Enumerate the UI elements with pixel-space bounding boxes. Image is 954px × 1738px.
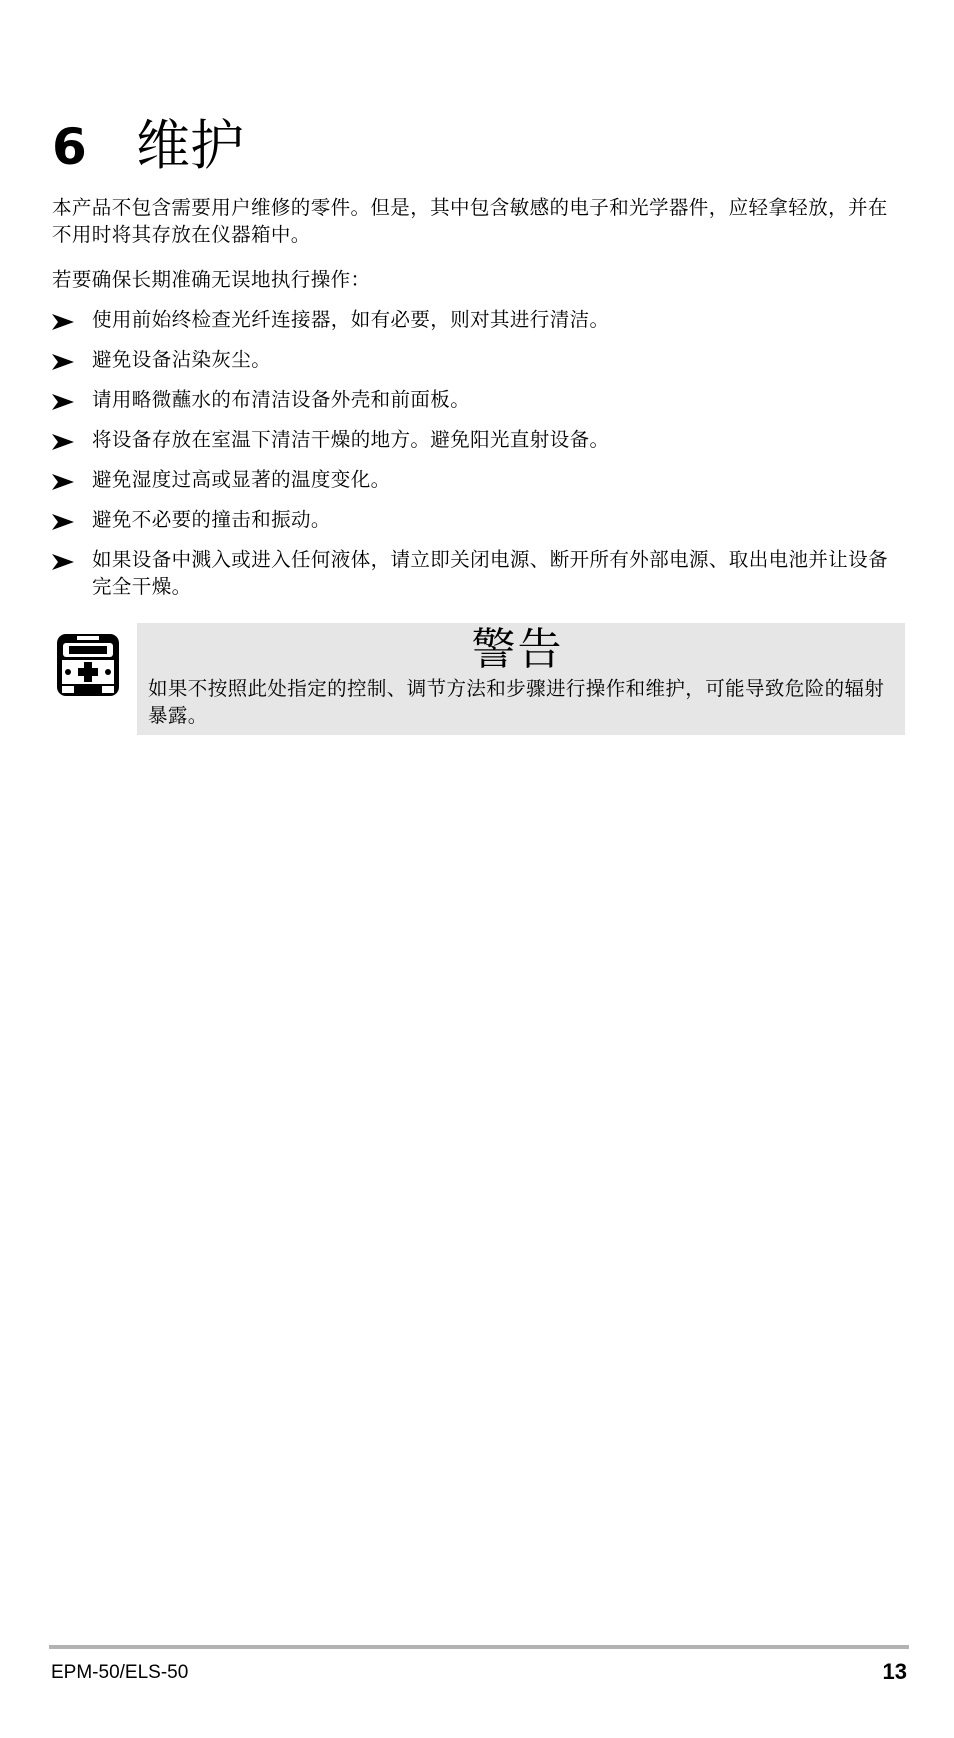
- list-item: [52, 386, 904, 413]
- footer-product-name: EPM-50/ELS-50: [51, 1662, 189, 1683]
- list-item-text: 请用略微蘸水的布清洁设备外壳和前面板。: [92, 388, 471, 411]
- lead-paragraph: 若要确保长期准确无误地执行操作：: [52, 268, 371, 291]
- arrow-bullet-icon: [52, 466, 92, 493]
- intro-paragraph: 本产品不包含需要用户维修的零件。但是，其中包含敏感的电子和光学器件，应轻拿轻放，并在不用时将其存放在仪器箱中。: [52, 196, 888, 246]
- footer-divider: [49, 1645, 909, 1649]
- list-item: [52, 546, 904, 600]
- list-item: [52, 466, 904, 493]
- list-item: [52, 306, 904, 333]
- arrow-bullet-icon: [52, 546, 92, 573]
- list-item-text: 使用前始终检查光纤连接器，如有必要，则对其进行清洁。: [92, 308, 610, 331]
- list-item: [52, 426, 904, 453]
- chapter-title: [52, 110, 244, 183]
- warning-heading: 警告: [471, 624, 564, 675]
- list-item-text: 如果设备中溅入或进入任何液体，请立即关闭电源、断开所有外部电源、取出电池并让设备完全干燥。: [92, 548, 889, 598]
- list-item: [52, 506, 904, 533]
- maintenance-list: [52, 306, 904, 613]
- chapter-name: 维护: [136, 114, 244, 177]
- list-item-text: 将设备存放在室温下清洁干燥的地方。避免阳光直射设备。: [92, 428, 610, 451]
- ambulance-icon: [56, 633, 120, 697]
- list-item-text: 避免设备沾染灰尘。: [92, 348, 272, 371]
- arrow-bullet-icon: [52, 346, 92, 373]
- arrow-bullet-icon: [52, 386, 92, 413]
- list-item-text: 避免湿度过高或显著的温度变化。: [92, 468, 391, 491]
- warning-text: 如果不按照此处指定的控制、调节方法和步骤进行操作和维护，可能导致危险的辐射暴露。: [148, 677, 885, 727]
- list-item: [52, 346, 904, 373]
- page-number: 13: [882, 1659, 907, 1684]
- chapter-number: 6: [52, 118, 87, 176]
- arrow-bullet-icon: [52, 306, 92, 333]
- arrow-bullet-icon: [52, 426, 92, 453]
- arrow-bullet-icon: [52, 506, 92, 533]
- list-item-text: 避免不必要的撞击和振动。: [92, 508, 331, 531]
- warning-box: [137, 623, 905, 735]
